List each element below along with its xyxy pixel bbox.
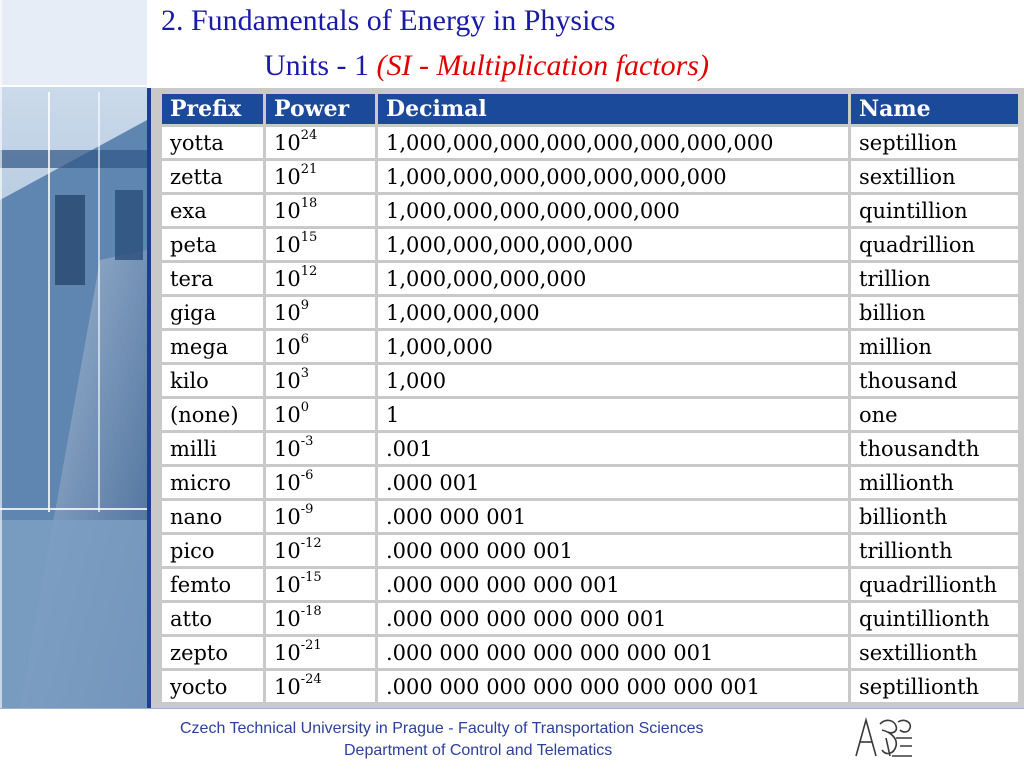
cell-prefix: nano xyxy=(162,501,263,532)
cell-name: one xyxy=(851,399,1018,430)
title-subheading xyxy=(264,49,709,83)
cell-name: septillion xyxy=(851,127,1018,158)
power-base: 10 xyxy=(274,640,301,665)
table-header-row xyxy=(162,94,1018,124)
power-exponent: 15 xyxy=(300,229,318,245)
cell-power xyxy=(266,501,375,532)
cell-power xyxy=(266,195,375,226)
cell-name: sextillionth xyxy=(851,637,1018,668)
table-row xyxy=(162,161,1018,192)
cell-decimal: 1 xyxy=(378,399,848,430)
power-base: 10 xyxy=(274,266,301,291)
column-header-name: Name xyxy=(851,94,1018,124)
si-prefix-table-container xyxy=(147,88,1024,708)
cell-power xyxy=(266,467,375,498)
power-exponent: 12 xyxy=(300,263,318,279)
power-base: 10 xyxy=(274,402,301,427)
table-row xyxy=(162,229,1018,260)
cell-decimal: .000 000 000 000 001 xyxy=(378,569,848,600)
faculty-logo-icon xyxy=(852,716,916,760)
power-exponent: 18 xyxy=(300,195,318,211)
cell-decimal: .001 xyxy=(378,433,848,464)
cell-name: sextillion xyxy=(851,161,1018,192)
cell-prefix: kilo xyxy=(162,365,263,396)
cell-prefix: yocto xyxy=(162,671,263,702)
table-row xyxy=(162,331,1018,362)
cell-decimal: .000 000 000 001 xyxy=(378,535,848,566)
column-header-prefix: Prefix xyxy=(162,94,263,124)
subheading-accent: (SI - Multiplication factors) xyxy=(376,49,709,82)
cell-prefix: exa xyxy=(162,195,263,226)
cell-prefix: giga xyxy=(162,297,263,328)
table-row xyxy=(162,671,1018,702)
cell-power xyxy=(266,603,375,634)
title-heading: 2. Fundamentals of Energy in Physics xyxy=(161,4,616,37)
power-base: 10 xyxy=(274,538,301,563)
power-base: 10 xyxy=(274,198,301,223)
cell-name: quintillion xyxy=(851,195,1018,226)
cell-prefix: yotta xyxy=(162,127,263,158)
column-header-power: Power xyxy=(266,94,375,124)
power-exponent: 3 xyxy=(300,365,310,381)
column-header-decimal: Decimal xyxy=(378,94,848,124)
power-base: 10 xyxy=(274,368,301,393)
cell-power xyxy=(266,569,375,600)
power-base: 10 xyxy=(274,300,301,325)
cell-power xyxy=(266,229,375,260)
cell-name: million xyxy=(851,331,1018,362)
table-row xyxy=(162,365,1018,396)
decorative-photo-strip xyxy=(0,0,147,708)
cell-name: quadrillion xyxy=(851,229,1018,260)
power-exponent: 24 xyxy=(300,127,318,143)
table-row xyxy=(162,569,1018,600)
cell-prefix: peta xyxy=(162,229,263,260)
cell-power xyxy=(266,365,375,396)
power-exponent: -6 xyxy=(300,467,314,483)
cell-name: septillionth xyxy=(851,671,1018,702)
cell-prefix: atto xyxy=(162,603,263,634)
cell-decimal: 1,000,000,000,000,000,000,000,000 xyxy=(378,127,848,158)
cell-name: trillion xyxy=(851,263,1018,294)
cell-name: billionth xyxy=(851,501,1018,532)
cell-decimal: 1,000,000,000,000 xyxy=(378,263,848,294)
power-exponent: 0 xyxy=(300,399,310,415)
cell-name: quadrillionth xyxy=(851,569,1018,600)
cell-name: trillionth xyxy=(851,535,1018,566)
cell-prefix: tera xyxy=(162,263,263,294)
power-exponent: -21 xyxy=(300,637,322,653)
cell-name: millionth xyxy=(851,467,1018,498)
cell-decimal: 1,000,000,000 xyxy=(378,297,848,328)
cell-decimal: .000 001 xyxy=(378,467,848,498)
power-base: 10 xyxy=(274,674,301,699)
cell-name: billion xyxy=(851,297,1018,328)
cell-decimal: 1,000,000,000,000,000,000,000 xyxy=(378,161,848,192)
power-base: 10 xyxy=(274,606,301,631)
cell-power xyxy=(266,433,375,464)
cell-prefix: milli xyxy=(162,433,263,464)
table-row xyxy=(162,127,1018,158)
cell-power xyxy=(266,161,375,192)
subheading-text: Units - 1 xyxy=(264,49,377,82)
cell-decimal: 1,000,000 xyxy=(378,331,848,362)
power-exponent: -3 xyxy=(300,433,314,449)
cell-decimal: .000 000 000 000 000 001 xyxy=(378,603,848,634)
cell-decimal: .000 000 001 xyxy=(378,501,848,532)
table-row xyxy=(162,603,1018,634)
table-row xyxy=(162,637,1018,668)
table-row xyxy=(162,433,1018,464)
cell-power xyxy=(266,263,375,294)
table-row xyxy=(162,467,1018,498)
power-base: 10 xyxy=(274,164,301,189)
power-base: 10 xyxy=(274,470,301,495)
power-exponent: 21 xyxy=(300,161,318,177)
cell-power xyxy=(266,671,375,702)
power-base: 10 xyxy=(274,436,301,461)
cell-decimal: .000 000 000 000 000 000 000 001 xyxy=(378,671,848,702)
footer-department: Department of Control and Telematics xyxy=(344,742,613,759)
si-prefix-table xyxy=(159,91,1021,705)
power-exponent: 9 xyxy=(300,297,310,313)
cell-power xyxy=(266,331,375,362)
cell-name: thousand xyxy=(851,365,1018,396)
power-exponent: -9 xyxy=(300,501,314,517)
highway-photo xyxy=(0,0,147,708)
power-base: 10 xyxy=(274,232,301,257)
cell-prefix: mega xyxy=(162,331,263,362)
power-base: 10 xyxy=(274,334,301,359)
cell-decimal: 1,000,000,000,000,000 xyxy=(378,229,848,260)
table-row xyxy=(162,399,1018,430)
cell-prefix: femto xyxy=(162,569,263,600)
table-row xyxy=(162,263,1018,294)
slide-title xyxy=(147,0,1024,88)
cell-name: thousandth xyxy=(851,433,1018,464)
cell-prefix: zepto xyxy=(162,637,263,668)
cell-prefix: micro xyxy=(162,467,263,498)
cell-prefix: pico xyxy=(162,535,263,566)
cell-decimal: 1,000,000,000,000,000,000 xyxy=(378,195,848,226)
table-row xyxy=(162,501,1018,532)
cell-power xyxy=(266,399,375,430)
cell-power xyxy=(266,535,375,566)
power-exponent: -24 xyxy=(300,671,322,687)
cell-decimal: 1,000 xyxy=(378,365,848,396)
power-exponent: 6 xyxy=(300,331,310,347)
cell-power xyxy=(266,127,375,158)
footer-university: Czech Technical University in Prague - Faculty of Transportation Sciences xyxy=(180,720,704,737)
table-row xyxy=(162,297,1018,328)
table-row xyxy=(162,195,1018,226)
cell-prefix: zetta xyxy=(162,161,263,192)
cell-decimal: .000 000 000 000 000 000 001 xyxy=(378,637,848,668)
power-exponent: -15 xyxy=(300,569,322,585)
cell-power xyxy=(266,297,375,328)
power-base: 10 xyxy=(274,130,301,155)
table-body xyxy=(162,127,1018,702)
power-exponent: -18 xyxy=(300,603,322,619)
cell-prefix: (none) xyxy=(162,399,263,430)
cell-name: quintillionth xyxy=(851,603,1018,634)
power-exponent: -12 xyxy=(300,535,322,551)
cell-power xyxy=(266,637,375,668)
power-base: 10 xyxy=(274,504,301,529)
power-base: 10 xyxy=(274,572,301,597)
table-row xyxy=(162,535,1018,566)
